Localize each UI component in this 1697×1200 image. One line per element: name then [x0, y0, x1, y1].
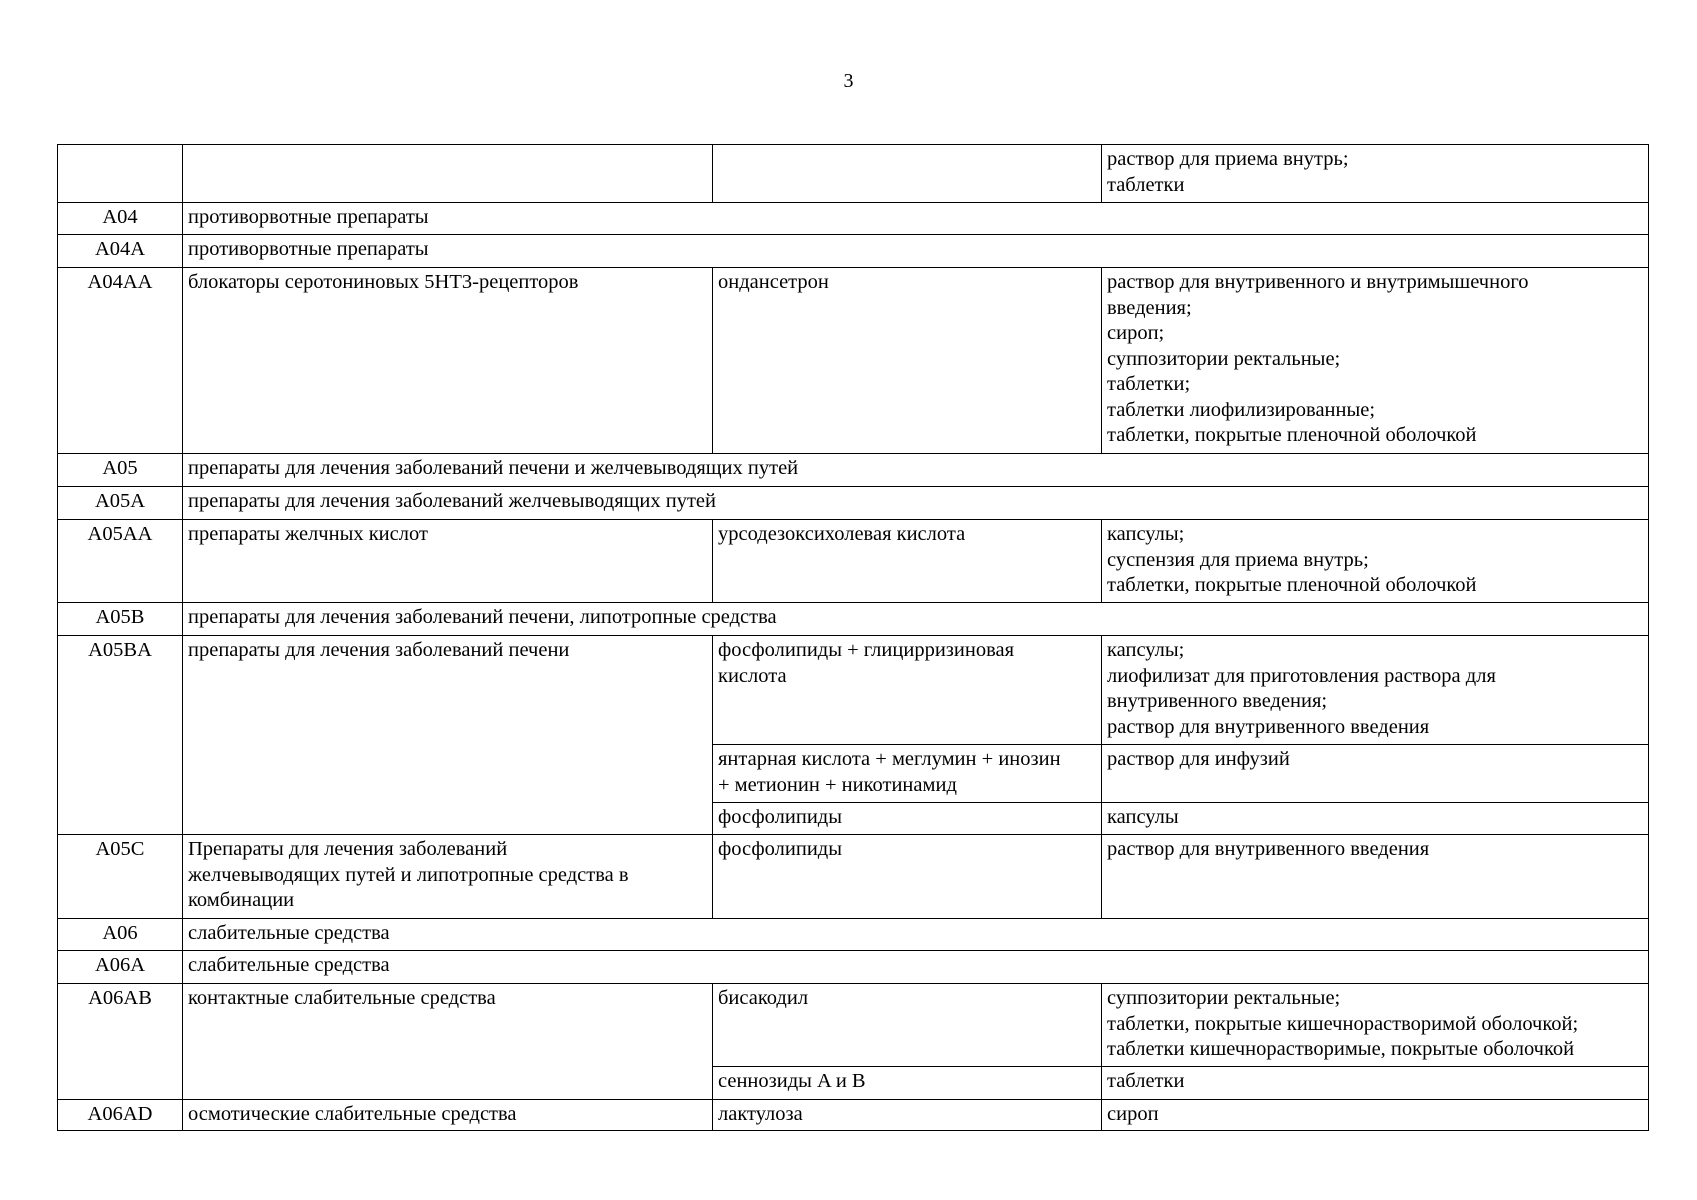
substance-cell	[713, 1067, 1102, 1100]
table-row	[58, 487, 1649, 520]
dosage-forms-cell	[1102, 1067, 1649, 1100]
substance-cell	[713, 803, 1102, 835]
group-name-cell: блокаторы серотониновых 5HT3-рецепторов	[183, 268, 713, 454]
dosage-forms-cell	[1102, 803, 1649, 835]
table-row	[58, 951, 1649, 984]
dosage-form-line: сироп	[1107, 1103, 1159, 1125]
dosage-form-line: таблетки, покрытые пленочной оболочкой	[1107, 574, 1477, 596]
atc-code-cell: A04	[58, 203, 183, 235]
group-name-cell	[183, 145, 713, 203]
dosage-forms-cell	[1102, 984, 1649, 1067]
atc-code-cell: A04AA	[58, 268, 183, 454]
dosage-forms-cell	[1102, 636, 1649, 745]
group-name-line: комбинации	[188, 889, 295, 911]
substance-line: янтарная кислота + меглумин + инозин	[718, 748, 1061, 770]
atc-code-cell: A06AD	[58, 1100, 183, 1131]
table-row	[58, 1100, 1649, 1131]
drug-table	[57, 144, 1649, 1131]
table-row	[58, 145, 1649, 203]
dosage-form-line: лиофилизат для приготовления раствора для	[1107, 664, 1496, 687]
substance-line: сеннозиды A и B	[718, 1070, 866, 1092]
atc-code-cell: A05B	[58, 603, 183, 636]
dosage-form-line: раствор для приема внутрь;	[1107, 148, 1349, 170]
group-name-line: желчевыводящих путей и липотропные средства в	[188, 863, 629, 886]
atc-code-cell: A06AB	[58, 984, 183, 1100]
table-row	[58, 984, 1649, 1067]
substance-line: + метионин + никотинамид	[718, 773, 957, 796]
group-name-cell: противорвотные препараты	[183, 235, 1649, 268]
atc-code-cell: A05	[58, 454, 183, 487]
dosage-form-line: таблетки, покрытые кишечнорастворимой оболочкой;	[1107, 1012, 1579, 1035]
dosage-form-line: капсулы;	[1107, 639, 1185, 661]
dosage-form-line: раствор для внутривенного введения	[1107, 715, 1430, 738]
group-name-line: Препараты для лечения заболеваний	[188, 838, 508, 860]
table-row	[58, 268, 1649, 454]
group-name-cell: препараты для лечения заболеваний печени	[183, 636, 713, 835]
substance-line: фосфолипиды	[718, 806, 843, 828]
group-name-cell: противорвотные препараты	[183, 203, 1649, 235]
table-row	[58, 835, 1649, 919]
substance-line: фосфолипиды + глицирризиновая	[718, 639, 1015, 661]
dosage-form-line: раствор для внутривенного введения	[1107, 838, 1430, 860]
dosage-form-line: таблетки лиофилизированные;	[1107, 398, 1376, 421]
dosage-form-line: суспензия для приема внутрь;	[1107, 548, 1369, 571]
dosage-form-line: таблетки	[1107, 173, 1185, 196]
dosage-form-line: капсулы;	[1107, 523, 1185, 545]
atc-code-cell	[58, 145, 183, 203]
substance-line: кислота	[718, 664, 787, 687]
group-name-cell: препараты желчных кислот	[183, 520, 713, 603]
group-name-cell: слабительные средства	[183, 919, 1649, 951]
dosage-form-line: таблетки	[1107, 1070, 1185, 1092]
dosage-form-line: сироп;	[1107, 322, 1165, 344]
dosage-forms-cell	[1102, 835, 1649, 919]
substance-cell	[713, 984, 1102, 1067]
substance-cell	[713, 145, 1102, 203]
group-name-cell: осмотические слабительные средства	[183, 1100, 713, 1131]
table-body	[58, 145, 1649, 1131]
atc-code-cell: A05A	[58, 487, 183, 520]
dosage-form-line: раствор для инфузий	[1107, 748, 1290, 770]
dosage-form-line: раствор для внутривенного и внутримышечного	[1107, 271, 1529, 293]
dosage-form-line: введения;	[1107, 296, 1192, 319]
table-row	[58, 520, 1649, 603]
table-row	[58, 235, 1649, 268]
table-row	[58, 454, 1649, 487]
table-row	[58, 636, 1649, 745]
atc-code-cell: A05AA	[58, 520, 183, 603]
substance-cell: ондансетрон	[713, 268, 1102, 454]
atc-code-cell: A05C	[58, 835, 183, 919]
group-name-cell: препараты для лечения заболеваний желчевыводящих путей	[183, 487, 1649, 520]
substance-cell: урсодезоксихолевая кислота	[713, 520, 1102, 603]
substance-cell	[713, 636, 1102, 745]
dosage-form-line: суппозитории ректальные;	[1107, 987, 1341, 1009]
atc-code-cell: A06	[58, 919, 183, 951]
dosage-form-line: таблетки, покрытые пленочной оболочкой	[1107, 424, 1477, 446]
dosage-forms-cell	[1102, 520, 1649, 603]
group-name-cell: слабительные средства	[183, 951, 1649, 984]
dosage-form-line: таблетки;	[1107, 373, 1191, 395]
group-name-cell: препараты для лечения заболеваний печени, липотропные средства	[183, 603, 1649, 636]
group-name-cell	[183, 835, 713, 919]
dosage-forms-cell	[1102, 745, 1649, 803]
substance-cell: лактулоза	[713, 1100, 1102, 1131]
table-row	[58, 919, 1649, 951]
dosage-forms-cell	[1102, 268, 1649, 454]
dosage-form-line: внутривенного введения;	[1107, 690, 1328, 712]
atc-code-cell: A04A	[58, 235, 183, 268]
substance-cell: фосфолипиды	[713, 835, 1102, 919]
dosage-form-line: капсулы	[1107, 806, 1179, 828]
dosage-form-line: таблетки кишечнорастворимые, покрытые оболочкой	[1107, 1038, 1575, 1060]
dosage-forms-cell	[1102, 145, 1649, 203]
dosage-form-line: суппозитории ректальные;	[1107, 347, 1341, 370]
group-name-cell: контактные слабительные средства	[183, 984, 713, 1100]
substance-line: бисакодил	[718, 987, 809, 1009]
group-name-cell: препараты для лечения заболеваний печени и желчевыводящих путей	[183, 454, 1649, 487]
substance-cell	[713, 745, 1102, 803]
table-row	[58, 203, 1649, 235]
atc-code-cell: A05BA	[58, 636, 183, 835]
page-number: 3	[843, 70, 854, 92]
dosage-forms-cell	[1102, 1100, 1649, 1131]
table-row	[58, 603, 1649, 636]
atc-code-cell: A06A	[58, 951, 183, 984]
